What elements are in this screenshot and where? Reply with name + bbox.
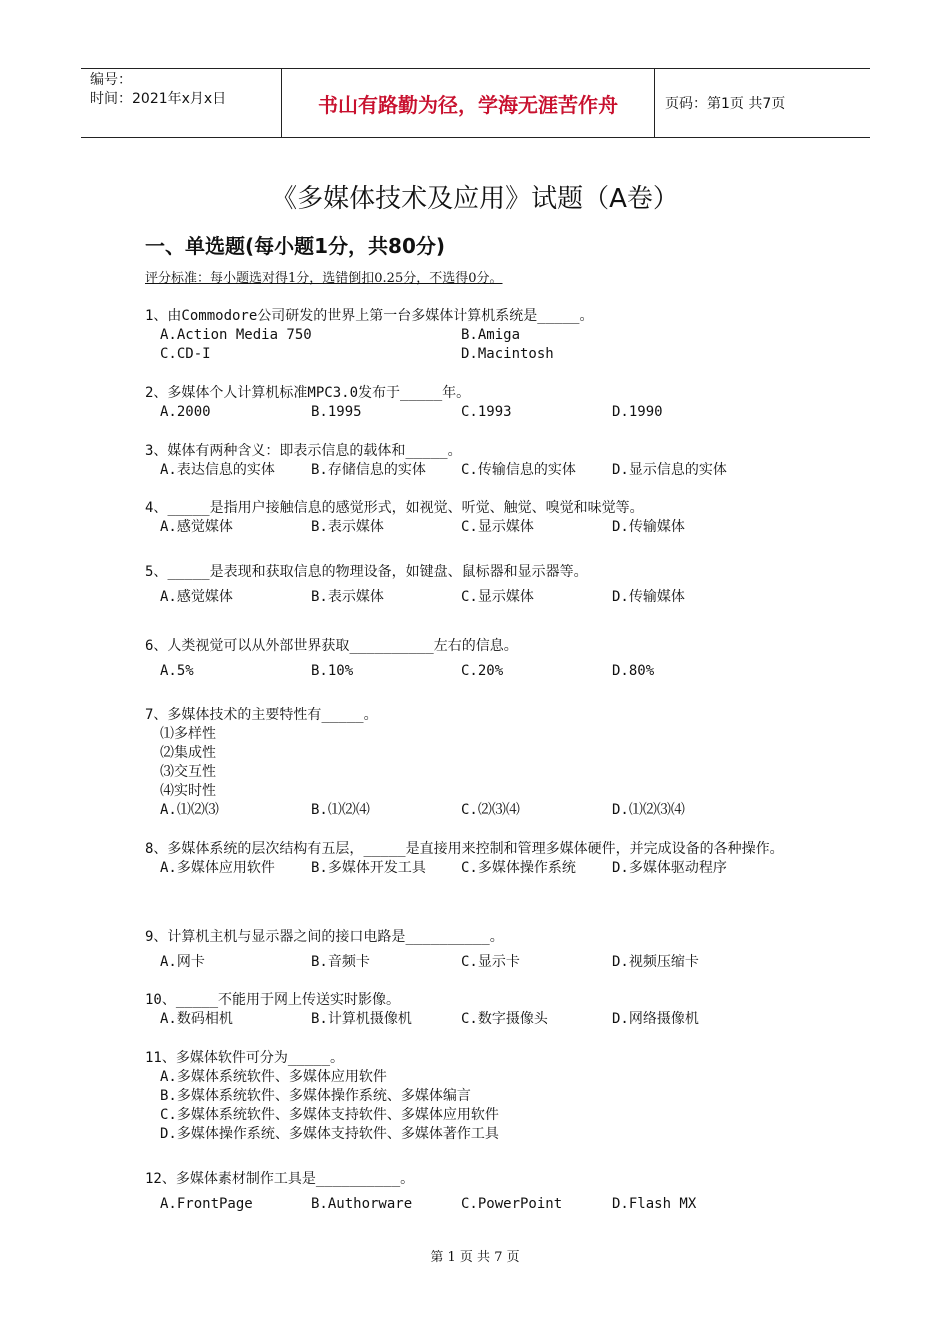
question-stem: [145, 563, 835, 582]
option-a: A.5%: [160, 663, 194, 679]
stem-text: 1、由Commodore公司研发的世界上第一台多媒体计算机系统是: [145, 308, 538, 324]
option-c: C.多媒体系统软件、多媒体支持软件、多媒体应用软件: [160, 1107, 499, 1123]
question-10: [145, 991, 835, 1029]
option-b: B.音频卡: [311, 954, 370, 970]
question-9: [145, 928, 835, 972]
answer-blank: _____: [400, 385, 443, 401]
option-d: D.Macintosh: [461, 346, 554, 362]
stem-text: 。: [330, 1050, 345, 1066]
stem-text: 。: [400, 1171, 415, 1187]
stem-text: 。: [489, 929, 504, 945]
question-stem: [145, 928, 835, 947]
option-a: A.⑴⑵⑶: [160, 802, 219, 818]
question-11: [145, 1049, 835, 1144]
option-d: D.传输媒体: [612, 519, 685, 535]
question-stem: [145, 840, 805, 859]
options-row: [145, 1010, 835, 1029]
stem-text: 12、多媒体素材制作工具是: [145, 1171, 316, 1187]
option-b: B.表示媒体: [311, 589, 384, 605]
option-b: B.多媒体系统软件、多媒体操作系统、多媒体编言: [160, 1088, 471, 1104]
stem-text: 。: [363, 707, 378, 723]
option-a: A.2000: [160, 404, 211, 420]
question-stem: [145, 1170, 835, 1189]
option-c: C.数字摄像头: [461, 1011, 548, 1027]
number-label: 编号：: [90, 72, 132, 88]
option-a: A.FrontPage: [160, 1196, 253, 1212]
options-row: [145, 662, 835, 681]
feature-item: ⑵集成性: [160, 745, 216, 761]
question-5: [145, 563, 835, 607]
option-a: A.感觉媒体: [160, 519, 233, 535]
option-a: A.网卡: [160, 954, 205, 970]
stem-text: 不能用于网上传送实时影像。: [218, 992, 401, 1008]
stem-text: 。: [447, 443, 462, 459]
option-d: D.1990: [612, 404, 663, 420]
feature-item: ⑶交互性: [160, 764, 216, 780]
option-c: C.CD-I: [160, 346, 211, 362]
stem-text: 6、人类视觉可以从外部世界获取: [145, 638, 350, 654]
option-d: D.多媒体驱动程序: [612, 860, 727, 876]
answer-blank: _____: [321, 707, 364, 723]
question-stem: [145, 991, 835, 1010]
feature-item: ⑴多样性: [160, 726, 216, 742]
question-12: [145, 1170, 835, 1214]
answer-blank: __________: [405, 929, 490, 945]
option-c: C.传输信息的实体: [461, 462, 576, 478]
option-d: D.⑴⑵⑶⑷: [612, 802, 685, 818]
options-row: [145, 403, 835, 422]
question-stem: [145, 499, 835, 518]
stem-text: 3、媒体有两种含义：即表示信息的载体和: [145, 443, 406, 459]
option-a: A.Action Media 750: [160, 327, 312, 343]
option-c: C.PowerPoint: [461, 1196, 563, 1212]
option-b: B.计算机摄像机: [311, 1011, 412, 1027]
question-stem: [145, 442, 835, 461]
option-d: D.80%: [612, 663, 655, 679]
question-7: [145, 706, 835, 820]
question-stem: [145, 706, 835, 725]
question-4: [145, 499, 835, 537]
option-c: C.⑵⑶⑷: [461, 802, 520, 818]
option-d: D.传输媒体: [612, 589, 685, 605]
question-3: [145, 442, 835, 480]
stem-text: 8、多媒体系统的层次结构有五层，: [145, 841, 364, 857]
question-1: [145, 307, 835, 364]
options-row: [145, 588, 835, 607]
question-stem: [145, 384, 835, 403]
answer-blank: _____: [175, 992, 219, 1008]
answer-blank: __________: [349, 638, 434, 654]
option-c: C.多媒体操作系统: [461, 860, 576, 876]
stem-text: 11、多媒体软件可分为: [145, 1050, 288, 1066]
option-a: A.数码相机: [160, 1011, 233, 1027]
question-2: [145, 384, 835, 422]
stem-text: 7、多媒体技术的主要特性有: [145, 707, 322, 723]
options-row: [145, 859, 805, 878]
options-row: [145, 461, 835, 480]
options-row: [145, 345, 835, 364]
question-stem: [145, 637, 835, 656]
stem-text: 9、计算机主机与显示器之间的接口电路是: [145, 929, 406, 945]
option-c: C.显示媒体: [461, 589, 534, 605]
answer-blank: __________: [315, 1171, 401, 1187]
question-stem: [145, 307, 835, 326]
answer-blank: _____: [537, 308, 580, 324]
header-meta: [81, 69, 282, 137]
answer-blank: _____: [167, 500, 210, 516]
option-c: C.显示卡: [461, 954, 520, 970]
stem-text: 。: [579, 308, 594, 324]
stem-text: 4、: [145, 500, 168, 516]
question-6: [145, 637, 835, 681]
question-stem: [145, 1049, 835, 1068]
exam-title: 《多媒体技术及应用》试题（A卷）: [271, 184, 679, 214]
stem-text: 2、多媒体个人计算机标准MPC3.0发布于: [145, 385, 401, 401]
header-table: [81, 68, 870, 138]
option-d: D.显示信息的实体: [612, 462, 727, 478]
option-b: B.Amiga: [461, 327, 521, 343]
option-a: A.感觉媒体: [160, 589, 233, 605]
page-footer: 第 1 页 共 7 页: [430, 1250, 520, 1265]
options-row: [145, 518, 835, 537]
option-d: D.多媒体操作系统、多媒体支持软件、多媒体著作工具: [160, 1126, 499, 1142]
option-c: C.1993: [461, 404, 512, 420]
option-a: A.多媒体系统软件、多媒体应用软件: [160, 1069, 387, 1085]
stem-text: 左右的信息。: [433, 638, 518, 654]
option-a: A.多媒体应用软件: [160, 860, 275, 876]
stem-text: 10、: [145, 992, 176, 1008]
time-label: 时间：2021年x月x日: [90, 91, 227, 107]
section-heading: 一、单选题(每小题1分，共80分): [145, 234, 446, 258]
options-row: [145, 953, 835, 972]
option-c: C.显示媒体: [461, 519, 534, 535]
option-c: C.20%: [461, 663, 504, 679]
options-row: [145, 801, 835, 820]
options-row: [145, 326, 835, 345]
option-b: B.10%: [311, 663, 354, 679]
question-8: [145, 840, 805, 878]
option-d: D.Flash MX: [612, 1196, 697, 1212]
stem-text: 是指用户接触信息的感觉形式，如视觉、听觉、触觉、嗅觉和味觉等。: [209, 500, 644, 516]
stem-text: 是直接用来控制和管理多媒体硬件，并完成设备的各种操作。: [405, 841, 784, 857]
feature-item: ⑷实时性: [160, 783, 216, 799]
option-b: B.存储信息的实体: [311, 462, 426, 478]
answer-blank: _____: [167, 564, 210, 580]
option-d: D.视频压缩卡: [612, 954, 699, 970]
header-motto: 书山有路勤为径，学海无涯苦作舟: [282, 69, 655, 137]
option-d: D.网络摄像机: [612, 1011, 699, 1027]
options-row: [145, 1195, 835, 1214]
option-b: B.表示媒体: [311, 519, 384, 535]
header-page-info: 页码：第1页 共7页: [665, 96, 786, 112]
option-b: B.Authorware: [311, 1196, 413, 1212]
answer-blank: _____: [405, 443, 448, 459]
option-a: A.表达信息的实体: [160, 462, 275, 478]
option-b: B.1995: [311, 404, 362, 420]
option-b: B.多媒体开发工具: [311, 860, 426, 876]
option-b: B.⑴⑵⑷: [311, 802, 370, 818]
scoring-criteria: 评分标准：每小题选对得1分，选错倒扣0.25分，不选得0分。: [145, 271, 503, 286]
stem-text: 5、: [145, 564, 168, 580]
answer-blank: _____: [363, 841, 406, 857]
stem-text: 年。: [442, 385, 471, 401]
stem-text: 是表现和获取信息的物理设备，如键盘、鼠标器和显示器等。: [209, 564, 588, 580]
answer-blank: _____: [287, 1050, 331, 1066]
